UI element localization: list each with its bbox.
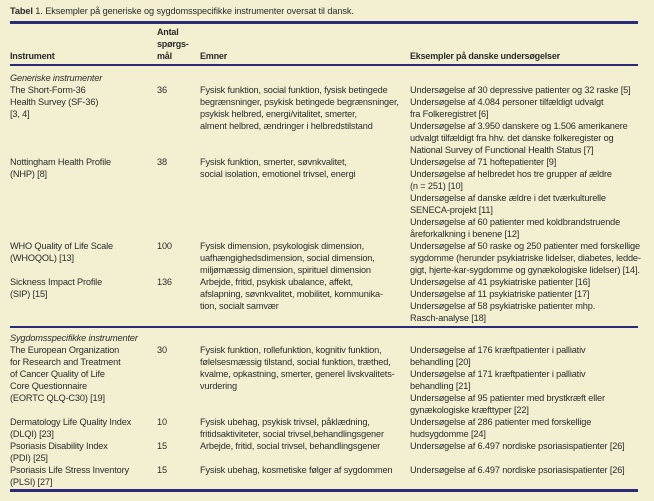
studies-line: Undersøgelse af 11 psykiatriske patienter [17] — [410, 289, 590, 299]
instrument-cell — [10, 276, 160, 300]
count-cell: 38 — [157, 157, 167, 167]
studies-line: Undersøgelse af 176 kræftpatienter i palliativ — [410, 345, 586, 355]
topics-line: kvalme, opkastning, smerter, generel livskvalitets- — [200, 369, 395, 379]
topics-cell — [200, 416, 410, 440]
studies-cell — [410, 276, 650, 324]
header-studies: Eksempler på danske undersøgelser — [410, 51, 560, 61]
studies-line: Undersøgelse af 30 depressive patienter og 32 raske [5] — [410, 85, 631, 95]
topics-cell — [200, 156, 410, 180]
topics-cell — [200, 440, 410, 452]
topics-line: Fysisk funktion, social funktion, fysisk betingede — [200, 85, 388, 95]
instrument-line: (EORTC QLQ-C30) [19] — [10, 393, 105, 403]
instrument-line: The European Organization — [10, 345, 120, 355]
instrument-cell — [10, 464, 160, 488]
studies-cell — [410, 156, 650, 240]
header-rule — [10, 64, 638, 66]
header-count-line: Antal — [157, 27, 179, 37]
instrument-line: Health Survey (SF-36) — [10, 97, 99, 107]
instrument-cell — [10, 440, 160, 464]
studies-line: Undersøgelse af 41 psykiatriske patienter [16] — [410, 277, 591, 287]
studies-cell — [410, 84, 650, 156]
studies-line: Undersøgelse af 60 patienter med koldbrandstruende — [410, 217, 621, 227]
topics-line: social isolation, emotionel trivsel, energi — [200, 169, 356, 179]
topics-line: Arbejde, fritid, social trivsel, behandlingsgener — [200, 441, 381, 451]
header-topics: Emner — [200, 51, 228, 61]
topics-cell — [200, 344, 410, 392]
count-cell: 30 — [157, 345, 167, 355]
topics-line: følelsesmæssig tilstand, social funktion, træthed, — [200, 357, 391, 367]
studies-line: Undersøgelse af 286 patienter med forskellige — [410, 417, 592, 427]
instrument-line: Psoriasis Disability Index — [10, 441, 108, 451]
topics-line: afslapning, søvnkvalitet, mobilitet, kommunika- — [200, 289, 383, 299]
studies-cell — [410, 240, 650, 276]
studies-line: Undersøgelse af 58 psykiatriske patienter mhp. — [410, 301, 596, 311]
studies-line: SENECA-projekt [11] — [410, 205, 493, 215]
count-cell: 10 — [157, 417, 167, 427]
instrument-cell — [10, 156, 160, 180]
instrument-cell — [10, 240, 160, 264]
studies-line: Undersøgelse af 3.950 danskere og 1.506 amerikanere — [410, 121, 628, 131]
topics-line: vurdering — [200, 381, 237, 391]
instrument-line: WHO Quality of Life Scale — [10, 241, 113, 251]
studies-line: Undersøgelse af 171 kræftpatienter i palliativ — [410, 369, 586, 379]
topics-line: uafhængighedsdimension, social dimension, — [200, 253, 375, 263]
top-rule — [10, 21, 638, 24]
studies-line: Undersøgelse af danske ældre i det tværkulturelle — [410, 193, 606, 203]
caption-label: Tabel — [10, 6, 33, 16]
studies-line: Undersøgelse af 50 raske og 250 patienter med forskellige — [410, 241, 640, 251]
studies-line: Undersøgelse af 6.497 nordiske psoriasispatienter [26] — [410, 441, 625, 451]
topics-cell — [200, 276, 410, 312]
bottom-rule — [10, 489, 638, 492]
header-count — [157, 26, 189, 62]
instrument-line: Nottingham Health Profile — [10, 157, 111, 167]
studies-line: National Survey of Functional Health Status [7] — [410, 145, 594, 155]
topics-line: alment helbred, ændringer i helbredstilstand — [200, 121, 373, 131]
section-title-generic: Generiske instrumenter — [10, 73, 103, 83]
table-caption — [10, 5, 354, 17]
studies-cell — [410, 344, 650, 416]
studies-line: Undersøgelse af 71 hoftepatienter [9] — [410, 157, 557, 167]
topics-line: begrænsninger, psykisk betingede begrænsninger, — [200, 97, 399, 107]
caption-text: 1. Eksempler på generiske og sygdomsspecifikke instrumenter oversat til dansk. — [35, 6, 354, 16]
studies-line: Undersøgelse af 95 patienter med brystkræft eller — [410, 393, 605, 403]
instrument-line: Sickness Impact Profile — [10, 277, 103, 287]
instrument-line: of Cancer Quality of Life — [10, 369, 105, 379]
studies-cell — [410, 464, 650, 476]
instrument-line: Psoriasis Life Stress Inventory — [10, 465, 129, 475]
studies-line: udvalgt tilfældigt fra hhv. det danske folkeregister og — [410, 133, 614, 143]
count-cell: 36 — [157, 85, 167, 95]
studies-line: behandling [21] — [410, 381, 471, 391]
count-cell: 15 — [157, 465, 167, 475]
count-cell: 15 — [157, 441, 167, 451]
instrument-line: Dermatology Life Quality Index — [10, 417, 132, 427]
studies-line: hudsygdomme [24] — [410, 429, 486, 439]
topics-line: Fysisk ubehag, kosmetiske følger af sygdommen — [200, 465, 393, 475]
topics-line: psykisk helbred, energi/vitalitet, smerter, — [200, 109, 357, 119]
studies-line: Rasch-analyse [18] — [410, 313, 486, 323]
studies-cell — [410, 440, 650, 452]
topics-line: Fysisk funktion, rollefunktion, kognitiv funktion, — [200, 345, 382, 355]
instrument-line: Core Questionnaire — [10, 381, 87, 391]
topics-line: Fysisk ubehag, psykisk trivsel, påklædning, — [200, 417, 370, 427]
topics-line: Fysisk funktion, smerter, søvnkvalitet, — [200, 157, 347, 167]
topics-cell — [200, 84, 410, 132]
studies-line: gigt, hjerte-kar-sygdomme og gynækologiske lidelser) [14]. — [410, 265, 640, 275]
instrument-line: (PDI) [25] — [10, 453, 48, 463]
instrument-cell — [10, 344, 160, 404]
count-cell: 100 — [157, 241, 172, 251]
topics-line: Arbejde, fritid, psykisk ubalance, affekt, — [200, 277, 353, 287]
topics-cell — [200, 464, 410, 476]
header-instrument: Instrument — [10, 51, 55, 61]
topics-line: fritidsaktiviteter, social trivsel,behandlingsgener — [200, 429, 384, 439]
topics-cell — [200, 240, 410, 276]
studies-line: Undersøgelse af helbredet hos tre grupper af ældre — [410, 169, 612, 179]
studies-line: Undersøgelse af 4.084 personer tilfældigt udvalgt — [410, 97, 604, 107]
instrument-line: The Short-Form-36 — [10, 85, 86, 95]
instrument-line: (NHP) [8] — [10, 169, 47, 179]
studies-line: fra Folkeregistret [6] — [410, 109, 489, 119]
instrument-line: (SIP) [15] — [10, 289, 48, 299]
studies-line: sygdomme (herunder psykiatriske lidelser, diabetes, ledde- — [410, 253, 641, 263]
studies-line: Undersøgelse af 6.497 nordiske psoriasispatienter [26] — [410, 465, 625, 475]
instrument-line: (WHOQOL) [13] — [10, 253, 74, 263]
instrument-cell — [10, 84, 160, 120]
topics-line: Fysisk dimension, psykologisk dimension, — [200, 241, 365, 251]
instrument-line: [3, 4] — [10, 109, 30, 119]
section-rule — [10, 326, 638, 328]
instrument-line: (PLSI) [27] — [10, 477, 53, 487]
studies-line: (n = 251) [10] — [410, 181, 463, 191]
count-cell: 136 — [157, 277, 172, 287]
studies-line: åreforkalkning i benene [12] — [410, 229, 520, 239]
instrument-line: (DLQI) [23] — [10, 429, 54, 439]
studies-line: behandling [20] — [410, 357, 471, 367]
studies-line: gynækologiske kræfttyper [22] — [410, 405, 529, 415]
instrument-line: for Research and Treatment — [10, 357, 121, 367]
topics-line: miljømæssig dimension, spirituel dimension — [200, 265, 371, 275]
header-count-line: mål — [157, 51, 172, 61]
section-title-disease-specific: Sygdomsspecifikke instrumenter — [10, 333, 138, 343]
header-count-line: spørgs- — [157, 39, 189, 49]
studies-cell — [410, 416, 650, 440]
instrument-cell — [10, 416, 160, 440]
topics-line: tion, socialt samvær — [200, 301, 279, 311]
